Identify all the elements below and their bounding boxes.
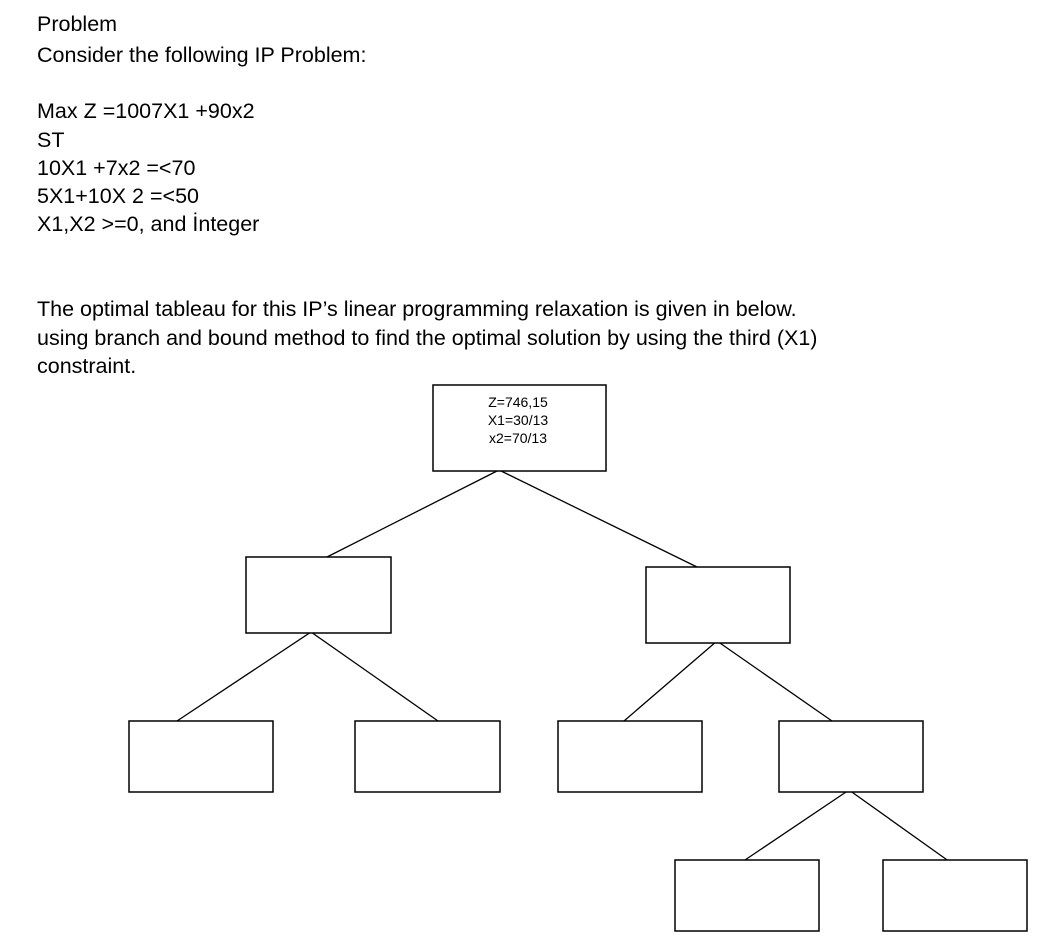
root-z-value: Z=746,15	[488, 394, 548, 410]
root-x2-value: x2=70/13	[489, 430, 547, 446]
edge-root-to-left	[327, 470, 499, 557]
instruction-line-3: constraint.	[37, 354, 137, 378]
objective-function: Max Z =1007X1 +90x2	[37, 99, 255, 123]
tree-node-left	[246, 557, 391, 633]
nonnegativity-constraint: X1,X2 >=0, and İnteger	[37, 212, 260, 236]
edge-rr-to-rrr	[849, 790, 950, 862]
constraint-1: 10X1 +7x2 =<70	[37, 156, 196, 180]
edge-right-to-right-left	[624, 641, 717, 721]
edge-left-to-left-left	[177, 632, 311, 721]
instruction-line-2: using branch and bound method to find the optimal solution by using the third (X1)	[37, 326, 818, 350]
instruction-line-1: The optimal tableau for this IP’s linear programming relaxation is given in below.	[37, 297, 797, 321]
tree-node-right-right	[779, 721, 923, 792]
subject-to-label: ST	[37, 128, 65, 152]
tree-node-left-right	[355, 721, 500, 792]
tree-node-right-left	[558, 721, 702, 792]
problem-heading: Problem	[37, 12, 118, 36]
tree-node-right-right-right	[883, 860, 1027, 931]
problem-intro: Consider the following IP Problem:	[37, 43, 367, 67]
tree-node-right-right-left	[675, 860, 819, 931]
tree-node-root	[433, 385, 606, 471]
root-x1-value: X1=30/13	[487, 412, 549, 428]
edge-left-to-left-right	[311, 632, 438, 721]
edge-rr-to-rrl	[742, 790, 849, 862]
tree-node-left-left	[129, 721, 273, 792]
constraint-2: 5X1+10X 2 =<50	[37, 184, 199, 208]
edge-root-to-right	[499, 470, 697, 567]
tree-node-right	[646, 567, 790, 643]
edge-right-to-right-right	[717, 641, 832, 721]
